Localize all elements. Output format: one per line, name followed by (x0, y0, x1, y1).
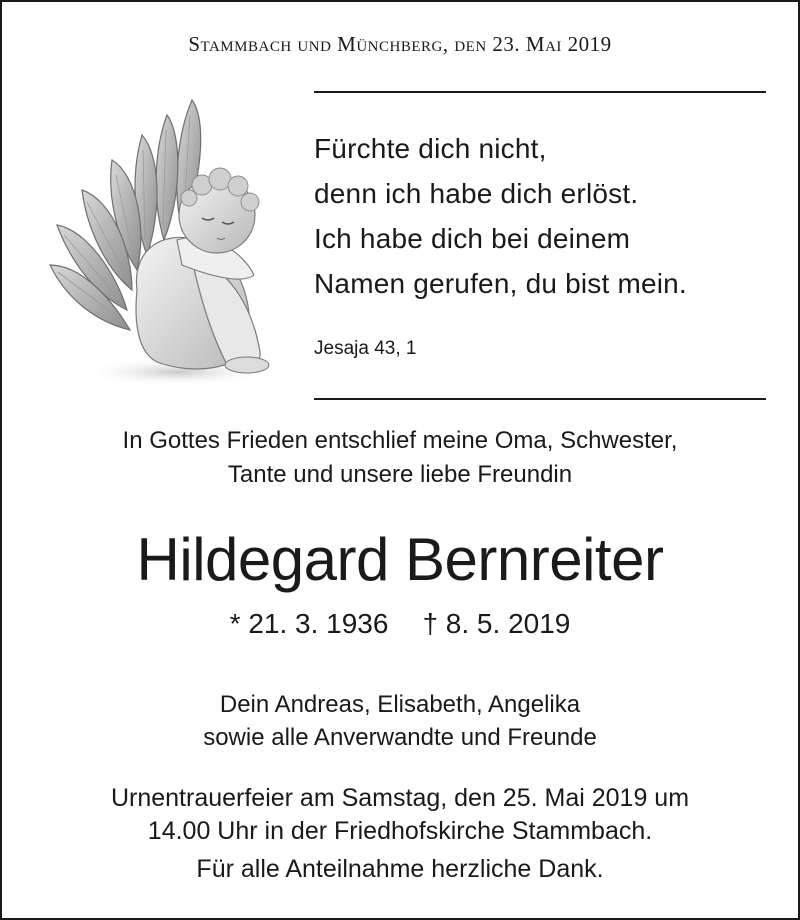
deceased-name: Hildegard Bernreiter (136, 526, 664, 593)
verse-line: Namen gerufen, du bist mein. (314, 268, 687, 299)
death-date: † 8. 5. 2019 (422, 608, 571, 639)
verse-reference: Jesaja 43, 1 (314, 338, 417, 359)
sleeping-angel-icon (42, 90, 277, 390)
birth-date: * 21. 3. 1936 (229, 608, 389, 639)
intro-line: Tante und unsere liebe Freundin (227, 461, 573, 488)
bottom-divider (314, 398, 766, 400)
verse-line: denn ich habe dich erlöst. (314, 178, 639, 209)
place-date-header: Stammbach und Münchberg, den 23. Mai 2019 (188, 32, 612, 56)
intro-line: In Gottes Frieden entschlief meine Oma, Schwester, (122, 427, 678, 454)
funeral-line: 14.00 Uhr in der Friedhofskirche Stammbach. (147, 817, 653, 845)
mourners-line: sowie alle Anverwandte und Freunde (203, 724, 597, 751)
funeral-details (2, 782, 798, 886)
life-dates (2, 606, 798, 642)
bible-verse (314, 126, 687, 306)
announcement-intro (2, 424, 798, 492)
verse-line: Fürchte dich nicht, (314, 133, 547, 164)
mourners (2, 688, 798, 754)
funeral-line: Urnentrauerfeier am Samstag, den 25. Mai 2019 um (110, 784, 690, 812)
thanks-line: Für alle Anteilnahme herzliche Dank. (196, 855, 604, 883)
mourners-line: Dein Andreas, Elisabeth, Angelika (219, 691, 581, 718)
verse-line: Ich habe dich bei deinem (314, 223, 631, 254)
top-divider (314, 91, 766, 93)
